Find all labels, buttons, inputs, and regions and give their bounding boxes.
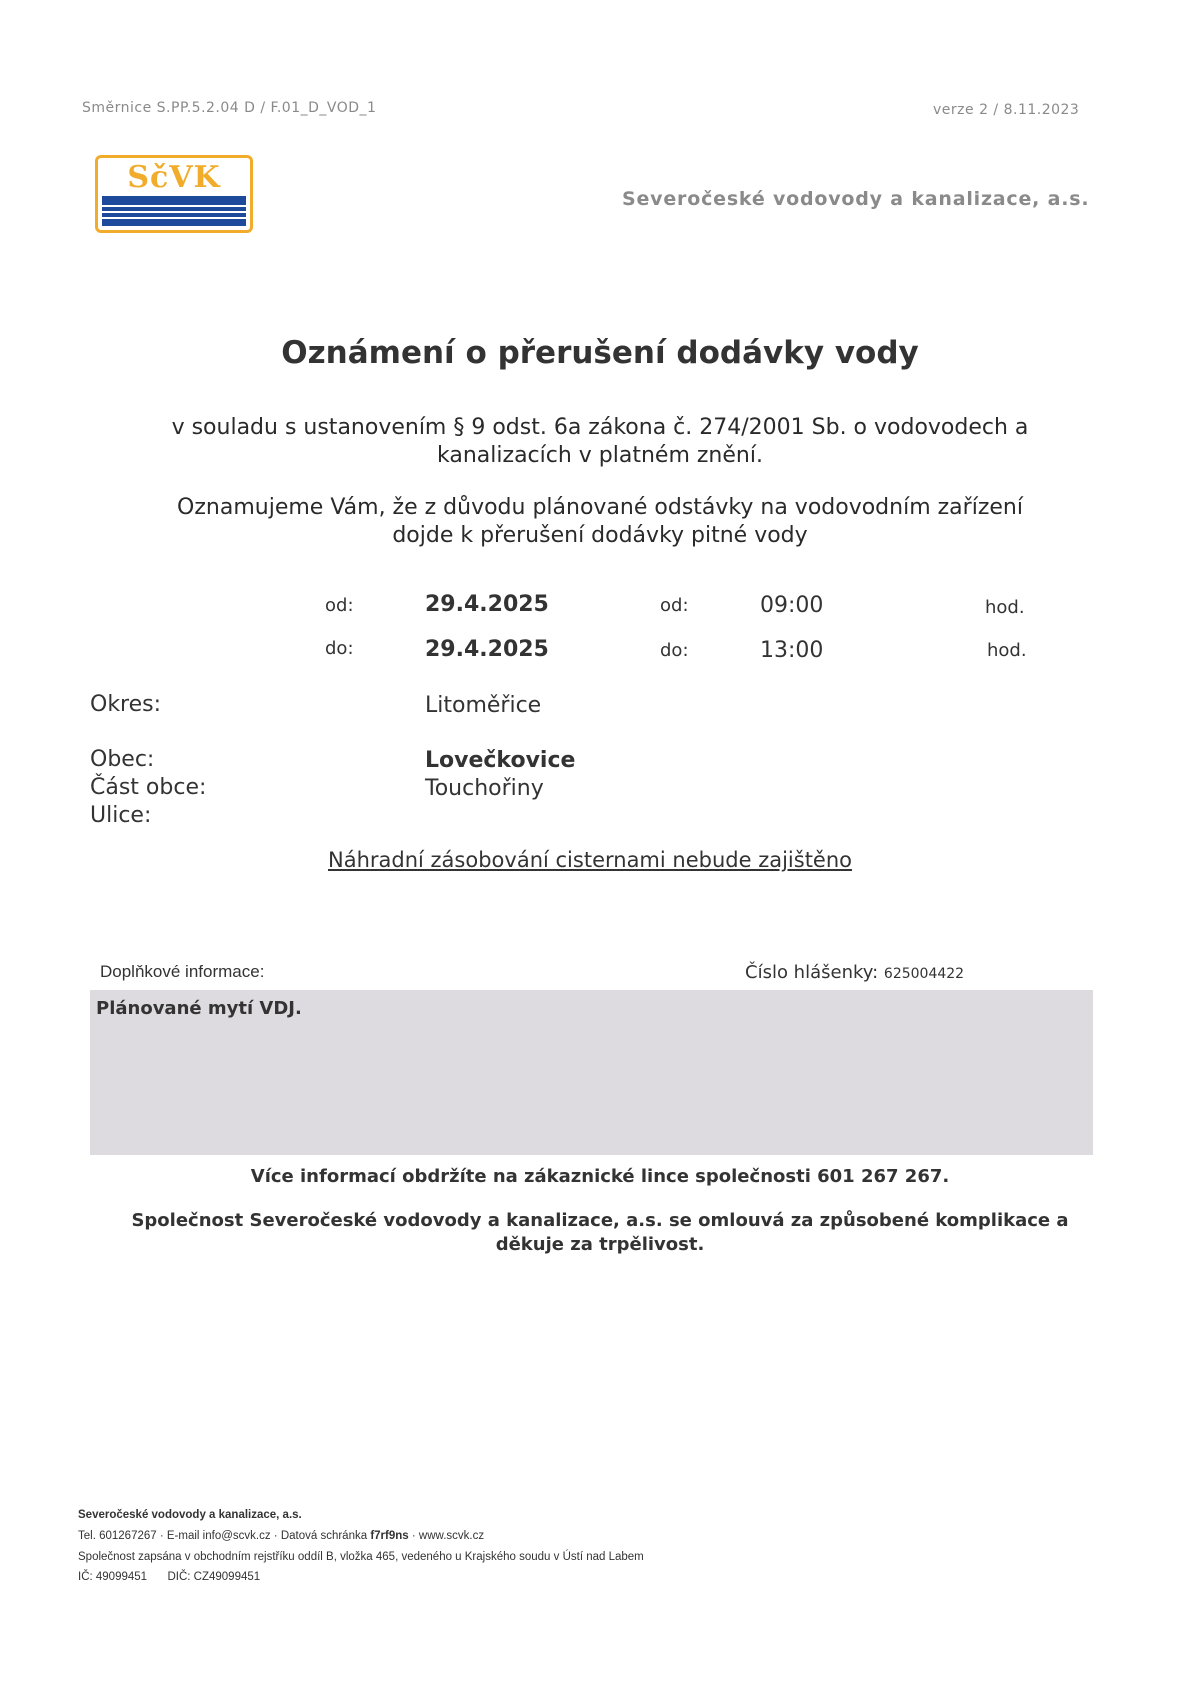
logo-text: SčVK bbox=[127, 160, 221, 195]
footer-ic: IČ: 49099451 bbox=[78, 1571, 148, 1583]
to-time: 13:00 bbox=[760, 638, 824, 663]
footer-email: E-mail info@scvk.cz bbox=[166, 1530, 271, 1542]
report-number-group bbox=[745, 962, 964, 983]
to-unit: hod. bbox=[987, 640, 1027, 661]
footer-dic: DIČ: CZ49099451 bbox=[167, 1571, 261, 1583]
additional-info-text: Plánované mytí VDJ. bbox=[96, 998, 302, 1019]
additional-info-label: Doplňkové informace: bbox=[100, 962, 265, 981]
apology-line-2: děkuje za trpělivost. bbox=[495, 1234, 705, 1255]
legal-basis-line-2: kanalizacích v platném znění. bbox=[437, 443, 763, 468]
part-value: Touchořiny bbox=[425, 776, 544, 801]
intro-line-1: Oznamujeme Vám, že z důvodu plánované odstávky na vodovodním zařízení bbox=[177, 495, 1023, 520]
page-title: Oznámení o přerušení dodávky vody bbox=[281, 335, 919, 371]
replacement-supply-note: Náhradní zásobování cisternami nebude zajištěno bbox=[328, 848, 853, 872]
from-time: 09:00 bbox=[760, 593, 824, 618]
to-time-label: do: bbox=[660, 640, 689, 661]
scvk-logo bbox=[95, 155, 253, 233]
version-label: verze 2 / 8.11.2023 bbox=[933, 102, 1080, 118]
report-number: 625004422 bbox=[883, 966, 965, 982]
footer-tel: Tel. 601267267 bbox=[78, 1530, 157, 1542]
company-name-header: Severočeské vodovody a kanalizace, a.s. bbox=[622, 188, 1090, 210]
legal-basis-line-1: v souladu s ustanovením § 9 odst. 6a zákona č. 274/2001 Sb. o vodovodech a bbox=[171, 415, 1029, 440]
logo-stripes bbox=[102, 196, 246, 226]
from-unit: hod. bbox=[985, 597, 1025, 618]
footer-databox: f7rf9ns bbox=[370, 1530, 409, 1542]
to-date: 29.4.2025 bbox=[425, 637, 549, 662]
footer-web: www.scvk.cz bbox=[418, 1530, 485, 1542]
from-date-label: od: bbox=[325, 595, 354, 616]
footer-databox-label: Datová schránka bbox=[280, 1530, 368, 1542]
municipality-value: Lovečkovice bbox=[425, 748, 576, 773]
part-label: Část obce: bbox=[90, 775, 207, 800]
footer-registry: Společnost zapsána v obchodním rejstříku oddíl B, vložka 465, vedeného u Krajského soudu v Ústí nad Labem bbox=[78, 1551, 644, 1563]
municipality-label: Obec: bbox=[90, 747, 155, 772]
footer-company: Severočeské vodovody a kanalizace, a.s. bbox=[78, 1509, 302, 1521]
apology-line-1: Společnost Severočeské vodovody a kanalizace, a.s. se omlouvá za způsobené komplikace a bbox=[131, 1210, 1069, 1231]
footer-ids bbox=[78, 1571, 260, 1583]
directive-code: Směrnice S.PP.5.2.04 D / F.01_D_VOD_1 bbox=[82, 100, 377, 116]
district-label: Okres: bbox=[90, 692, 162, 717]
footer-contacts: Tel. 601267267 · E-mail info@scvk.cz · Datová schránka f7rf9ns · www.scvk.cz bbox=[78, 1530, 485, 1542]
from-time-label: od: bbox=[660, 595, 689, 616]
street-label: Ulice: bbox=[90, 803, 152, 828]
contact-line: Více informací obdržíte na zákaznické lince společnosti 601 267 267. bbox=[250, 1166, 950, 1187]
district-value: Litoměřice bbox=[425, 693, 542, 718]
intro-line-2: dojde k přerušení dodávky pitné vody bbox=[392, 523, 808, 548]
to-date-label: do: bbox=[325, 638, 354, 659]
from-date: 29.4.2025 bbox=[425, 592, 549, 617]
report-number-label: Číslo hlášenky: bbox=[745, 962, 879, 983]
